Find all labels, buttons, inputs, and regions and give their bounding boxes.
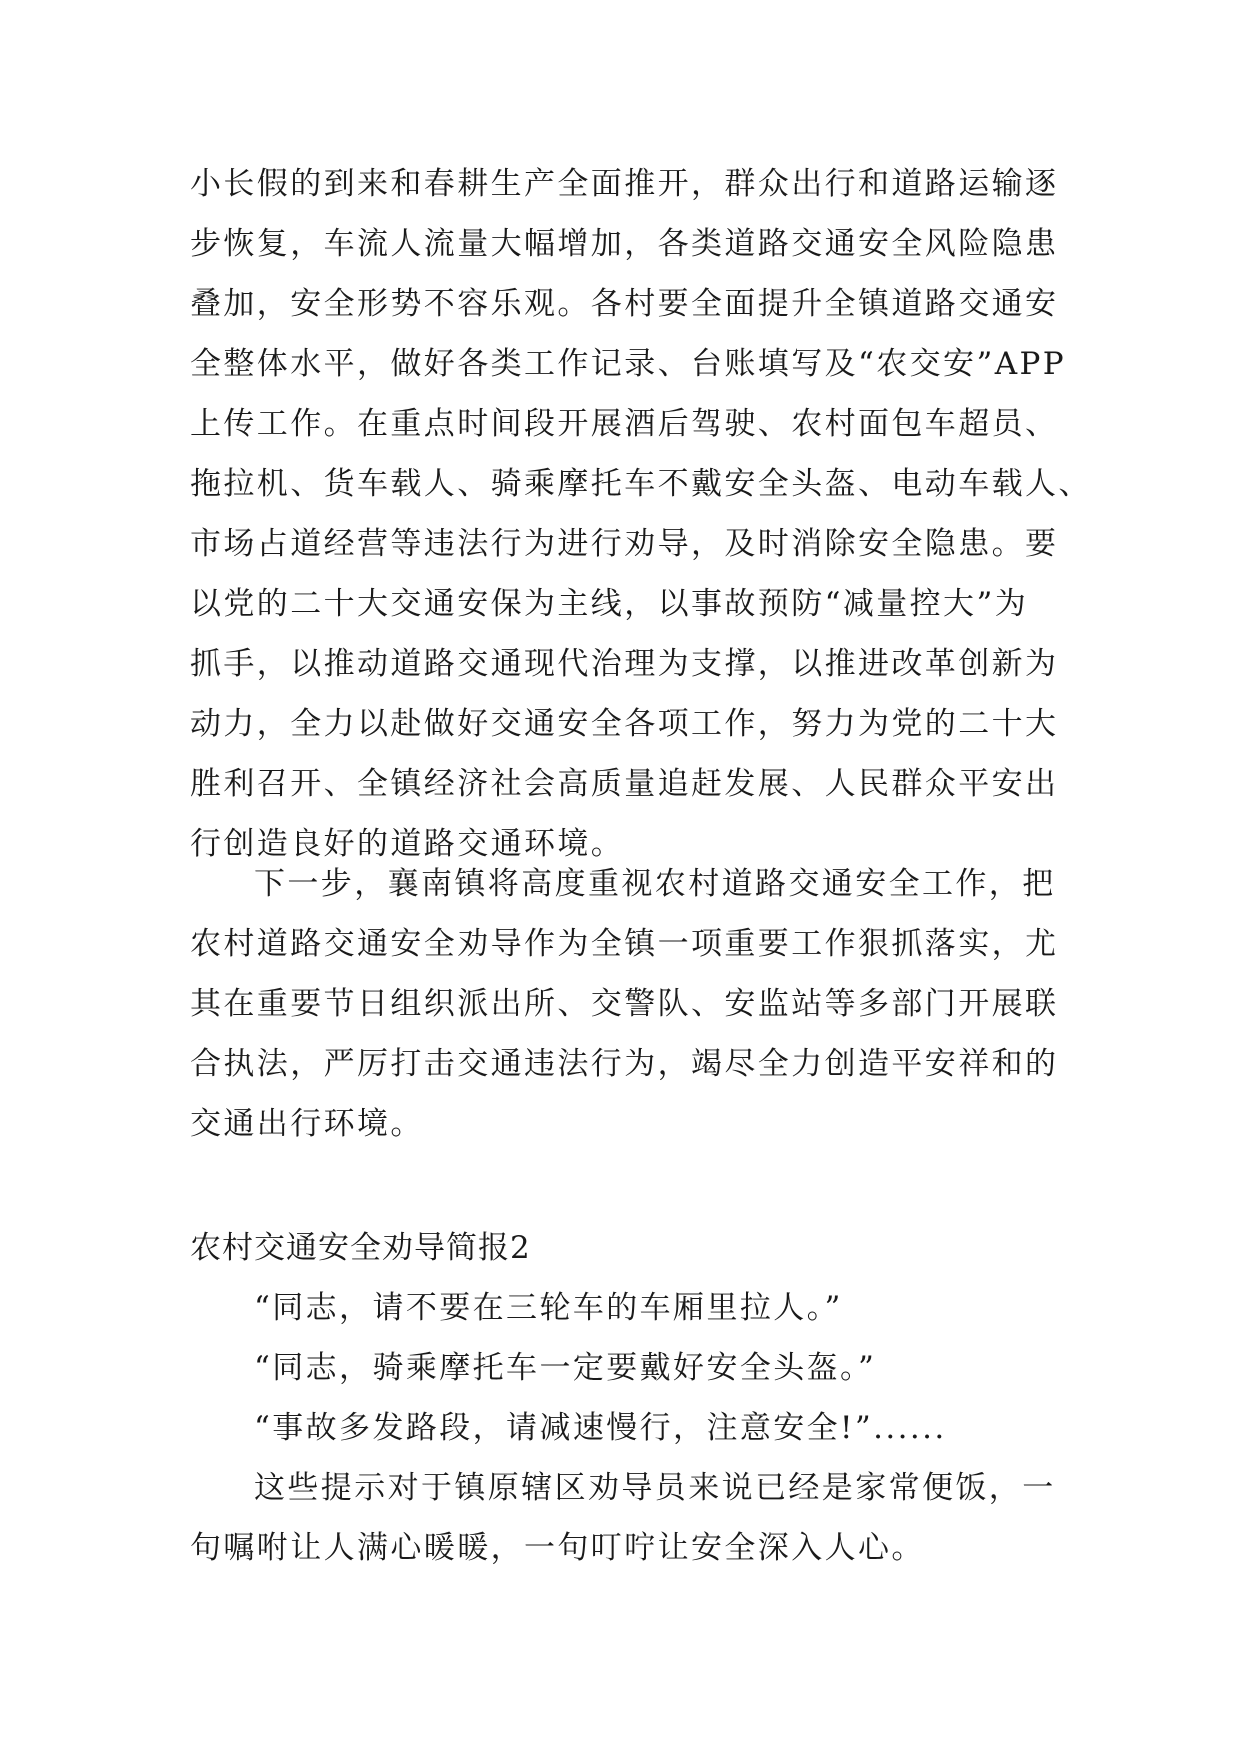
paragraph-2 — [190, 854, 1060, 1154]
section-heading: 农村交通安全劝导简报2 — [190, 1230, 531, 1266]
text-line: 胜利召开、全镇经济社会高质量追赶发展、人民群众平安出 — [190, 766, 1059, 802]
text-line: 合执法，严厉打击交通违法行为，竭尽全力创造平安祥和的 — [190, 1046, 1059, 1082]
paragraph-1 — [190, 154, 1092, 874]
section-2 — [190, 1218, 1060, 1578]
text-line: 这些提示对于镇原辖区劝导员来说已经是家常便饭，一 — [254, 1470, 1056, 1506]
text-line: 以党的二十大交通安保为主线，以事故预防“减量控大”为 — [190, 586, 1029, 622]
text-line: 农村道路交通安全劝导作为全镇一项重要工作狠抓落实，尤 — [190, 926, 1059, 962]
text-line: 上传工作。在重点时间段开展酒后驾驶、农村面包车超员、 — [190, 406, 1059, 442]
text-line: 句嘱咐让人满心暖暖，一句叮咛让安全深入人心。 — [190, 1530, 925, 1566]
text-line: 拖拉机、货车载人、骑乘摩托车不戴安全头盔、电动车载人、 — [190, 466, 1092, 502]
text-line: 市场占道经营等违法行为进行劝导，及时消除安全隐患。要 — [190, 526, 1059, 562]
quote-line: “事故多发路段，请减速慢行，注意安全!”...... — [254, 1410, 947, 1446]
text-line: 抓手，以推动道路交通现代治理为支撑，以推进改革创新为 — [190, 646, 1059, 682]
text-line: 下一步，襄南镇将高度重视农村道路交通安全工作，把 — [254, 866, 1056, 902]
text-line: 叠加，安全形势不容乐观。各村要全面提升全镇道路交通安 — [190, 286, 1059, 322]
text-line: 行创造良好的道路交通环境。 — [190, 826, 625, 862]
text-line: 交通出行环境。 — [190, 1106, 424, 1142]
text-line: 步恢复，车流人流量大幅增加，各类道路交通安全风险隐患 — [190, 226, 1059, 262]
text-line: 小长假的到来和春耕生产全面推开，群众出行和道路运输逐 — [190, 166, 1059, 202]
text-line: 全整体水平，做好各类工作记录、台账填写及“农交安”APP — [190, 346, 1066, 382]
quote-line: “同志，请不要在三轮车的车厢里拉人。” — [254, 1290, 843, 1326]
quote-line: “同志，骑乘摩托车一定要戴好安全头盔。” — [254, 1350, 877, 1386]
text-line: 动力，全力以赴做好交通安全各项工作，努力为党的二十大 — [190, 706, 1059, 742]
text-line: 其在重要节日组织派出所、交警队、安监站等多部门开展联 — [190, 986, 1059, 1022]
